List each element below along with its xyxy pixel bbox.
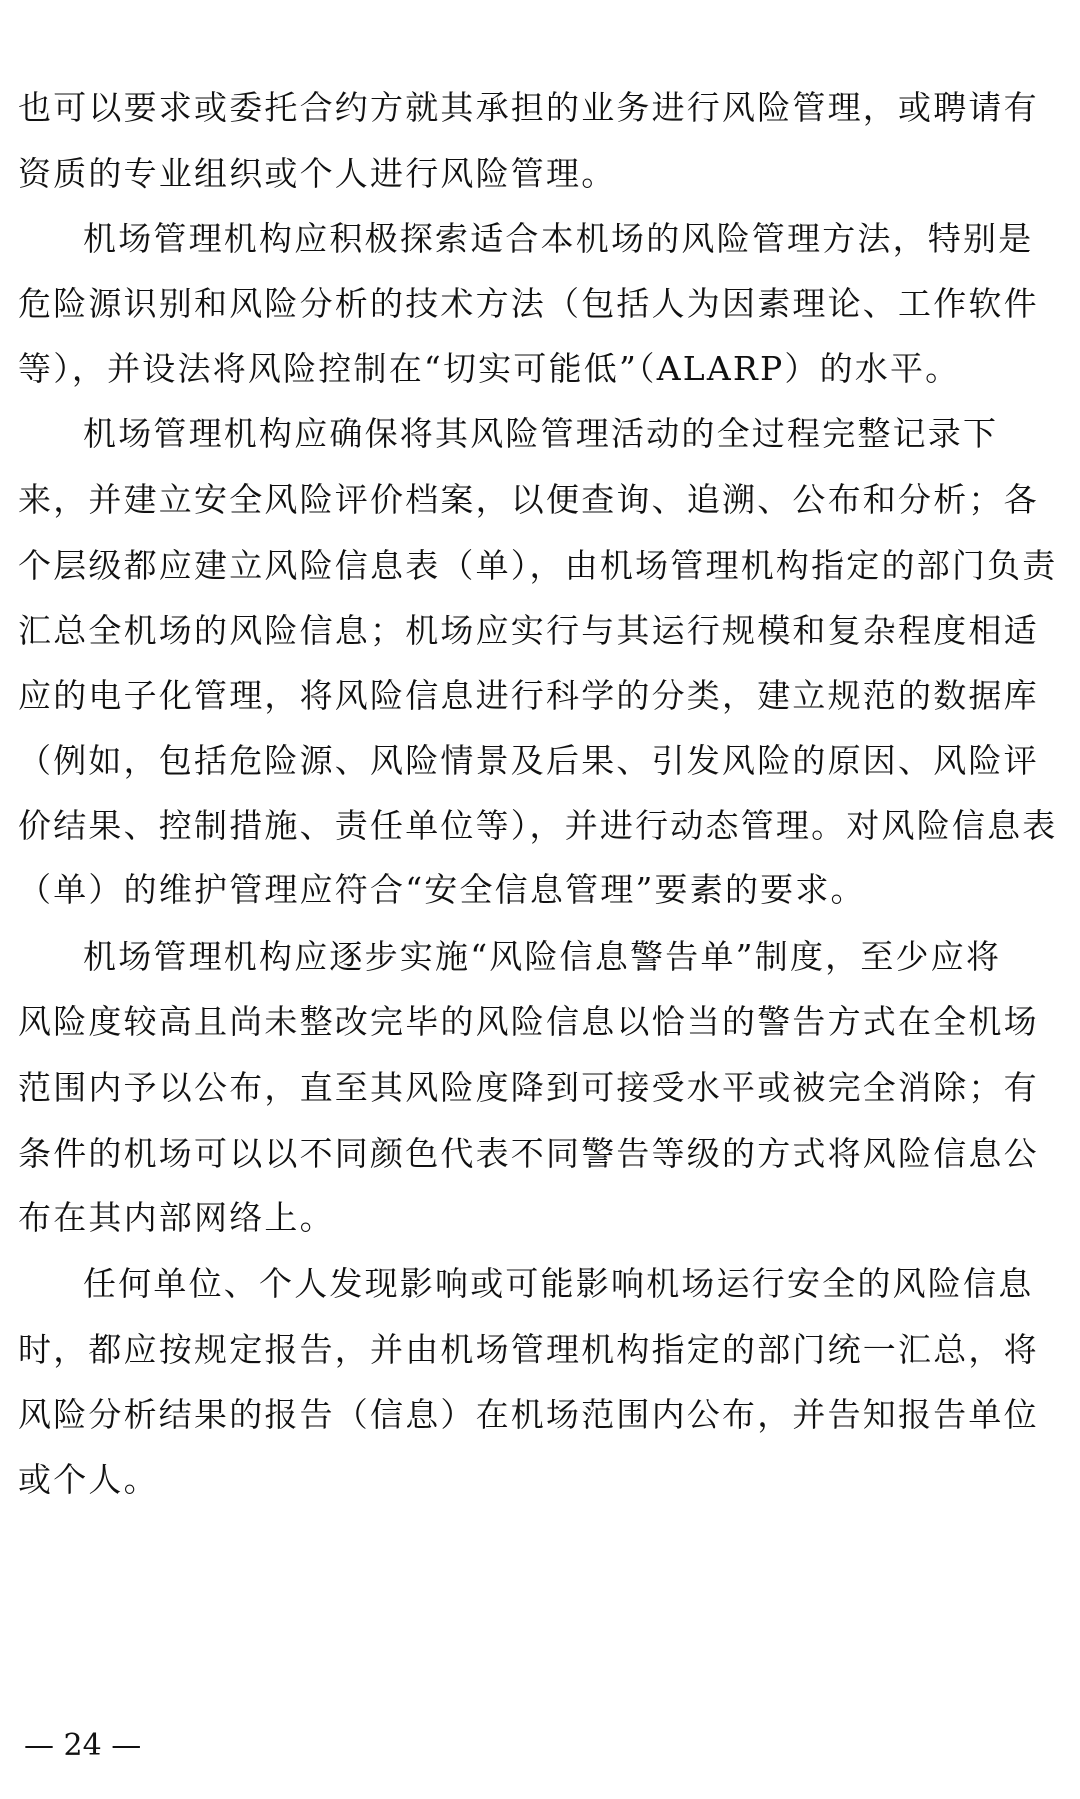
- text-line: 危险源识别和风险分析的技术方法（包括人为因素理论、工作软件: [18, 284, 1039, 323]
- paragraph-start-line: 机场管理机构应确保将其风险管理活动的全过程完整记录下: [83, 414, 999, 453]
- paragraph-start-line: 机场管理机构应逐步实施“风险信息警告单”制度，至少应将: [83, 937, 1002, 976]
- text-line: 应的电子化管理，将风险信息进行科学的分类，建立规范的数据库: [18, 676, 1039, 715]
- paragraph-start-line: 机场管理机构应积极探索适合本机场的风险管理方法，特别是: [83, 219, 1034, 258]
- text-line: 风险度较高且尚未整改完毕的风险信息以恰当的警告方式在全机场: [18, 1002, 1039, 1041]
- text-line: 风险分析结果的报告（信息）在机场范围内公布，并告知报告单位: [18, 1395, 1039, 1434]
- text-line: 来，并建立安全风险评价档案，以便查询、追溯、公布和分析；各: [18, 480, 1039, 519]
- text-line: （单）的维护管理应符合“安全信息管理”要素的要求。: [18, 870, 866, 909]
- text-line: 时，都应按规定报告，并由机场管理机构指定的部门统一汇总，将: [18, 1330, 1039, 1369]
- text-line: 或个人。: [18, 1460, 159, 1499]
- page-number: — 24 —: [24, 1728, 142, 1763]
- text-line: 等），并设法将风险控制在“切实可能低”（ALARP）的水平。: [18, 349, 961, 388]
- paragraph-start-line: 任何单位、个人发现影响或可能影响机场运行安全的风险信息: [83, 1264, 1034, 1303]
- text-line: 个层级都应建立风险信息表（单），由机场管理机构指定的部门负责: [18, 546, 1058, 585]
- text-line: （例如，包括危险源、风险情景及后果、引发风险的原因、风险评: [18, 741, 1039, 780]
- text-line: 汇总全机场的风险信息；机场应实行与其运行规模和复杂程度相适: [18, 611, 1039, 650]
- text-line: 布在其内部网络上。: [18, 1198, 335, 1237]
- text-line: 价结果、控制措施、责任单位等），并进行动态管理。对风险信息表: [18, 806, 1058, 845]
- text-line: 范围内予以公布，直至其风险度降到可接受水平或被完全消除；有: [18, 1068, 1039, 1107]
- text-line: 条件的机场可以以不同颜色代表不同警告等级的方式将风险信息公: [18, 1134, 1039, 1173]
- text-line: 资质的专业组织或个人进行风险管理。: [18, 154, 617, 193]
- text-line: 也可以要求或委托合约方就其承担的业务进行风险管理，或聘请有: [18, 88, 1039, 127]
